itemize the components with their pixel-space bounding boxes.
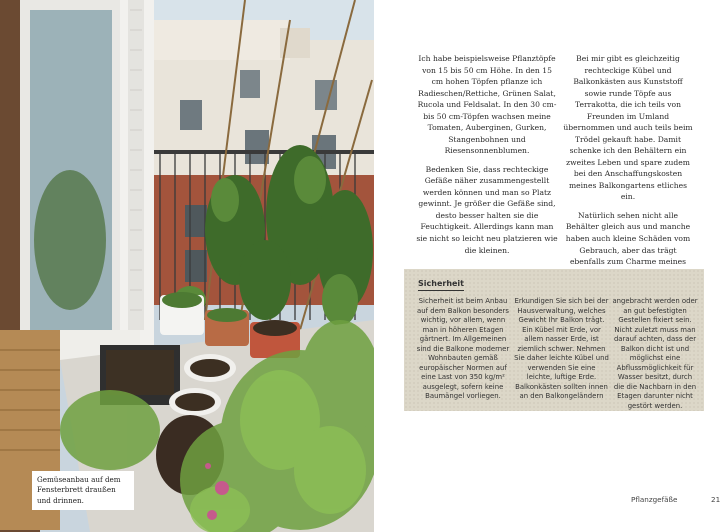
paragraph: Natürlich sehen nicht alle Behälter gleich aus und manche haben auch kleine Schäden vom Gebrauch, aber das trägt ebenfalls zum Charme meines	[565, 210, 691, 267]
running-footer: Pflanzgefäße	[631, 495, 678, 504]
page-number: 21	[711, 495, 720, 504]
text-column-right	[562, 53, 694, 286]
text-column-left	[416, 53, 558, 263]
paragraph: Ich habe beispielsweise Pflanztöpfe von 15 bis 50 cm Höhe. In den 15 cm hohen Töpfen pflanze ich Radieschen/Rettiche, Grünen Salat, Rucola und Feldsalat. In den 30 cm- bis 50 cm-Töpfen wachsen meine Tomaten, Auberginen, Gurken, Stangenbohnen und Riesensonnenblumen.	[417, 54, 557, 156]
info-box-title: Sicherheit	[418, 279, 464, 291]
info-box-column-1: Sicherheit ist beim Anbau auf dem Balkon besonders wichtig, vor allem, wenn man in höheren Etagen gärtnert. Im Allgemeinen sind die Balkone moderner Wohnbauten gemäß europäischer Normen auf eine Last von 350 kg/m² ausgelegt, sofern keine Baumängel vorliegen.	[416, 297, 510, 401]
safety-info-box	[404, 269, 704, 411]
paragraph: Bei mir gibt es gleichzeitig rechteckige Kübel und Balkonkästen aus Kunststoff sowie runde Töpfe aus Terrakotta, die ich teils von Freunden im Umland übernommen und auch teils beim Trödel gekauft habe. Damit schenke ich den Behältern ein zweites Leben und spare zudem bei den Anschaffungskosten meines Balkongartens etliches ein.	[563, 54, 693, 202]
info-box-column-2: Erkundigen Sie sich bei der Hausverwaltung, welches Gewicht Ihr Balkon trägt. Ein Kübel mit Erde, vor allem nasser Erde, ist ziemlich schwer. Nehmen Sie daher leichte Kübel und verwenden Sie eine leichte, luftige Erde. Balkonkästen sollten innen an den Balkongeländern	[514, 297, 609, 401]
info-box-column-3: angebracht werden oder an gut befestigten Gestellen fixiert sein. Nicht zuletzt muss man darauf achten, dass der Balkon dicht ist und möglichst eine Abflussmöglichkeit für Wasser besitzt, durch die die Nachbarn in den Etagen darunter nicht gestört werden.	[612, 297, 698, 410]
text-page	[374, 0, 720, 532]
photo-caption: Gemüseanbau auf dem Fensterbrett draußen und drinnen.	[32, 471, 134, 510]
paragraph: Bedenken Sie, dass rechteckige Gefäße näher zusammengestellt werden können und man so Platz gewinnt. Je größer die Gefäße sind, desto besser halten sie die Feuchtigkeit. Allerdings kann man sie nicht so leicht neu platzieren wie die kleinen.	[416, 164, 558, 255]
